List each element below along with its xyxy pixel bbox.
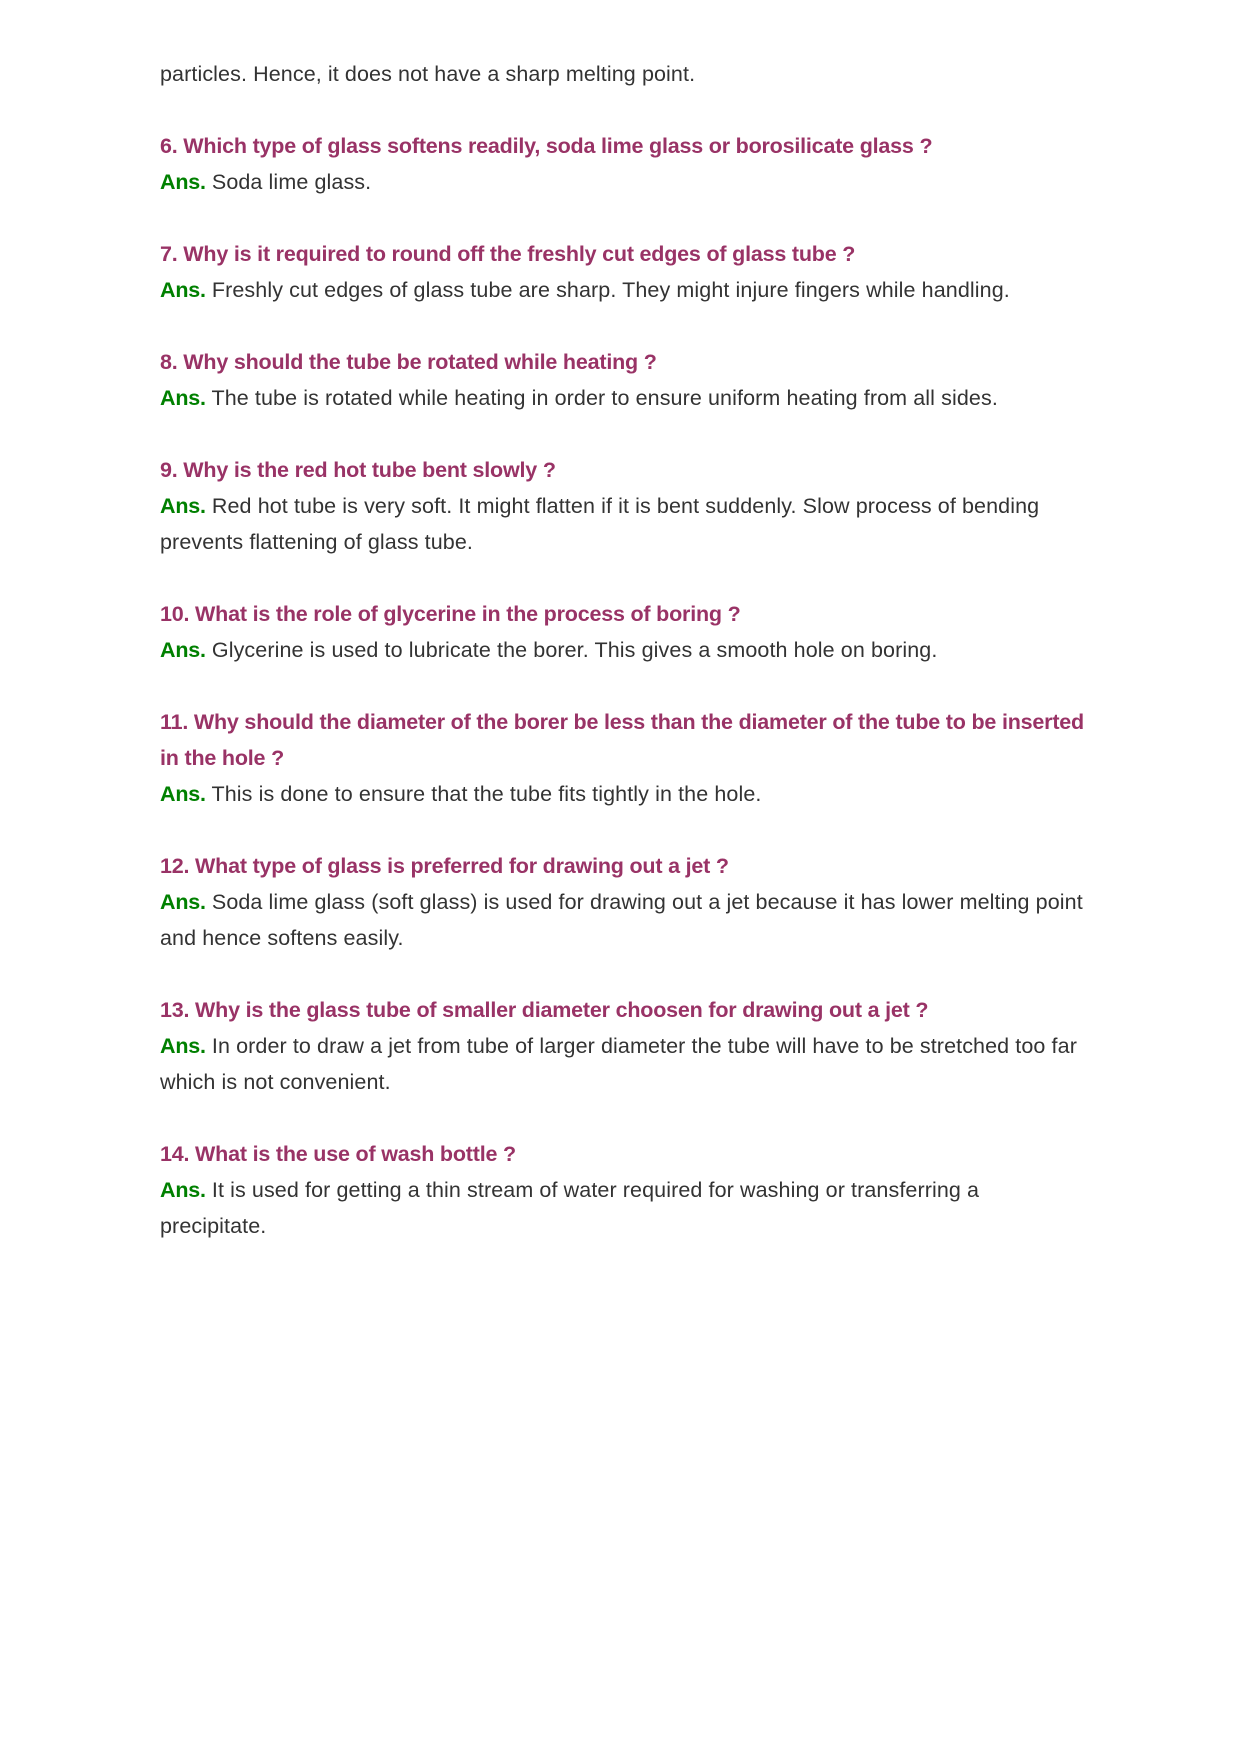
answer-12 xyxy=(160,884,1090,956)
answer-text: Red hot tube is very soft. It might flatten if it is bent suddenly. Slow process of bending prevents flattening of glass tube. xyxy=(160,494,1040,554)
ans-label: Ans. xyxy=(160,1034,206,1058)
ans-label: Ans. xyxy=(160,494,206,518)
qa-item-12 xyxy=(160,848,1090,956)
question-7: 7. Why is it required to round off the freshly cut edges of glass tube ? xyxy=(160,242,856,266)
answer-text: In order to draw a jet from tube of larger diameter the tube will have to be stretched too far which is not convenient. xyxy=(160,1034,1077,1094)
ans-label: Ans. xyxy=(160,170,206,194)
answer-text: Freshly cut edges of glass tube are sharp. They might injure fingers while handling. xyxy=(211,278,1010,302)
answer-13 xyxy=(160,1028,1090,1100)
ans-label: Ans. xyxy=(160,1178,206,1202)
qa-item-13 xyxy=(160,992,1090,1100)
qa-item-8 xyxy=(160,344,1090,416)
ans-label: Ans. xyxy=(160,890,206,914)
qa-item-6 xyxy=(160,128,1090,200)
question-9: 9. Why is the red hot tube bent slowly ? xyxy=(160,458,556,482)
document-page xyxy=(160,56,1090,1244)
ans-label: Ans. xyxy=(160,638,206,662)
qa-item-9 xyxy=(160,452,1090,560)
ans-label: Ans. xyxy=(160,782,206,806)
answer-9 xyxy=(160,488,1090,560)
answer-8 xyxy=(160,380,1090,416)
answer-14 xyxy=(160,1172,1090,1244)
answer-11 xyxy=(160,776,1090,812)
question-12: 12. What type of glass is preferred for drawing out a jet ? xyxy=(160,854,729,878)
qa-item-10 xyxy=(160,596,1090,668)
question-8: 8. Why should the tube be rotated while heating ? xyxy=(160,350,657,374)
qa-item-14 xyxy=(160,1136,1090,1244)
question-11: 11. Why should the diameter of the borer be less than the diameter of the tube to be inserted in the hole ? xyxy=(160,710,1084,770)
answer-text: Soda lime glass. xyxy=(211,170,372,194)
question-13: 13. Why is the glass tube of smaller diameter choosen for drawing out a jet ? xyxy=(160,998,929,1022)
answer-10 xyxy=(160,632,1090,668)
ans-label: Ans. xyxy=(160,278,206,302)
answer-6 xyxy=(160,164,1090,200)
qa-item-7 xyxy=(160,236,1090,308)
ans-label: Ans. xyxy=(160,386,206,410)
question-6: 6. Which type of glass softens readily, soda lime glass or borosilicate glass ? xyxy=(160,134,933,158)
qa-item-11 xyxy=(160,704,1090,812)
question-14: 14. What is the use of wash bottle ? xyxy=(160,1142,516,1166)
intro-paragraph: particles. Hence, it does not have a sharp melting point. xyxy=(160,62,696,86)
answer-text: It is used for getting a thin stream of water required for washing or transferring a precipitate. xyxy=(160,1178,980,1238)
answer-text: Soda lime glass (soft glass) is used for drawing out a jet because it has lower melting point and hence softens easily. xyxy=(160,890,1083,950)
answer-text: This is done to ensure that the tube fits tightly in the hole. xyxy=(211,782,762,806)
answer-text: The tube is rotated while heating in order to ensure uniform heating from all sides. xyxy=(211,386,998,410)
question-10: 10. What is the role of glycerine in the process of boring ? xyxy=(160,602,741,626)
answer-7 xyxy=(160,272,1090,308)
answer-text: Glycerine is used to lubricate the borer. This gives a smooth hole on boring. xyxy=(211,638,938,662)
